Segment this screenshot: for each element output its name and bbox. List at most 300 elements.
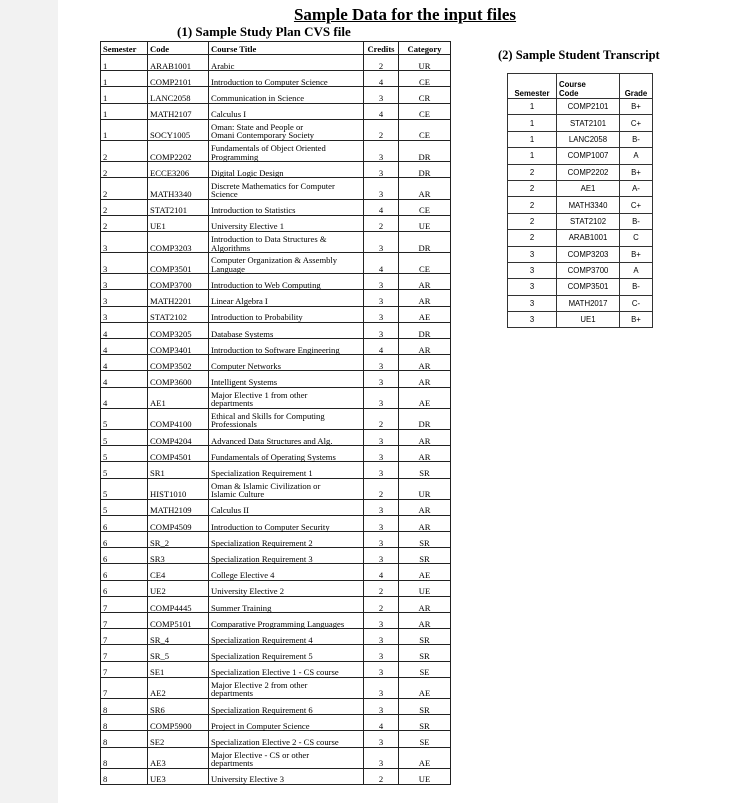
cell-code: COMP4501 [148, 446, 209, 462]
cell-code: COMP3700 [148, 274, 209, 290]
cell-credits: 3 [364, 355, 399, 371]
table-row [101, 462, 451, 478]
cell-semester: 7 [101, 613, 148, 629]
cell-credits: 3 [364, 429, 399, 445]
transcript-cell-grade: A [620, 148, 653, 164]
cell-semester: 7 [101, 645, 148, 661]
table-row [101, 564, 451, 580]
table-row [101, 768, 451, 784]
table-row [101, 215, 451, 231]
transcript-header-semester: Semester [508, 74, 557, 99]
transcript-header-grade: Grade [620, 74, 653, 99]
transcript-cell-grade: B- [620, 131, 653, 147]
cell-code: LANC2058 [148, 87, 209, 103]
cell-category: AR [399, 446, 451, 462]
cell-category: SR [399, 698, 451, 714]
cell-course-title: University Elective 3 [209, 768, 364, 784]
cell-semester: 5 [101, 408, 148, 429]
cell-course-title: Digital Logic Design [209, 162, 364, 178]
cell-credits: 3 [364, 629, 399, 645]
cell-semester: 3 [101, 231, 148, 252]
cell-semester: 8 [101, 731, 148, 747]
page-title: Sample Data for the input files [293, 5, 517, 24]
table-row [101, 747, 451, 768]
cell-semester: 3 [101, 306, 148, 322]
cell-semester: 6 [101, 564, 148, 580]
cell-course-title: Specialization Requirement 5 [209, 645, 364, 661]
cell-credits: 3 [364, 231, 399, 252]
cell-course-title: University Elective 2 [209, 580, 364, 596]
transcript-cell-grade: C- [620, 295, 653, 311]
transcript-row [508, 213, 653, 229]
cell-code: SOCY1005 [148, 119, 209, 140]
cell-category: CE [399, 71, 451, 87]
cell-course-title: Introduction to Computer Science [209, 71, 364, 87]
cell-category: SR [399, 462, 451, 478]
cell-semester: 5 [101, 429, 148, 445]
transcript-cell-semester: 2 [508, 213, 557, 229]
cell-semester: 6 [101, 580, 148, 596]
transcript-cell-semester: 1 [508, 115, 557, 131]
cell-credits: 3 [364, 661, 399, 677]
table-row [101, 55, 451, 71]
table-row [101, 274, 451, 290]
cell-credits: 3 [364, 322, 399, 338]
table-row [101, 446, 451, 462]
table-row [101, 661, 451, 677]
cell-semester: 5 [101, 446, 148, 462]
transcript-cell-semester: 3 [508, 295, 557, 311]
transcript-cell-course-code: COMP3700 [557, 262, 620, 278]
header-category: Category [399, 42, 451, 55]
cell-semester: 7 [101, 677, 148, 698]
cell-credits: 4 [364, 715, 399, 731]
transcript-row [508, 279, 653, 295]
cell-course-title: Specialization Requirement 1 [209, 462, 364, 478]
table-row [101, 499, 451, 515]
header-code: Code [148, 42, 209, 55]
transcript-cell-semester: 3 [508, 312, 557, 328]
header-credits: Credits [364, 42, 399, 55]
transcript-cell-grade: A [620, 262, 653, 278]
cell-credits: 4 [364, 199, 399, 215]
cell-credits: 3 [364, 162, 399, 178]
cell-course-title: Introduction to Computer Security [209, 515, 364, 531]
cell-credits: 3 [364, 87, 399, 103]
cell-category: AR [399, 613, 451, 629]
transcript-cell-course-code: COMP3501 [557, 279, 620, 295]
table-row [101, 140, 451, 161]
cell-course-title: Ethical and Skills for Computing Professionals [209, 408, 364, 429]
cell-category: SR [399, 629, 451, 645]
cell-category: AE [399, 747, 451, 768]
cell-credits: 4 [364, 103, 399, 119]
transcript-row [508, 164, 653, 180]
cell-course-title: Specialization Elective 1 - CS course [209, 661, 364, 677]
cell-code: COMP3401 [148, 339, 209, 355]
cell-credits: 4 [364, 564, 399, 580]
cell-credits: 3 [364, 178, 399, 199]
transcript-cell-grade: C+ [620, 115, 653, 131]
cell-semester: 8 [101, 747, 148, 768]
table-row [101, 178, 451, 199]
cell-code: CE4 [148, 564, 209, 580]
transcript-cell-grade: B+ [620, 246, 653, 262]
cell-credits: 3 [364, 698, 399, 714]
cell-code: SR1 [148, 462, 209, 478]
transcript-cell-semester: 1 [508, 99, 557, 115]
cell-category: CE [399, 199, 451, 215]
cell-code: COMP3203 [148, 231, 209, 252]
transcript-row [508, 312, 653, 328]
cell-semester: 1 [101, 71, 148, 87]
transcript-row [508, 131, 653, 147]
cell-course-title: Discrete Mathematics for Computer Science [209, 178, 364, 199]
cell-category: AE [399, 677, 451, 698]
transcript-row [508, 295, 653, 311]
cell-code: STAT2101 [148, 199, 209, 215]
cell-course-title: Communication in Science [209, 87, 364, 103]
transcript-table [507, 73, 653, 328]
cell-credits: 3 [364, 306, 399, 322]
cell-semester: 3 [101, 274, 148, 290]
cell-course-title: Introduction to Statistics [209, 199, 364, 215]
study-plan-header-row [101, 42, 451, 55]
cell-code: COMP3205 [148, 322, 209, 338]
cell-semester: 6 [101, 515, 148, 531]
transcript-cell-course-code: COMP3203 [557, 246, 620, 262]
table-row [101, 532, 451, 548]
cell-credits: 3 [364, 274, 399, 290]
transcript-row [508, 180, 653, 196]
table-row [101, 199, 451, 215]
cell-credits: 2 [364, 408, 399, 429]
cell-category: DR [399, 162, 451, 178]
cell-category: DR [399, 322, 451, 338]
cell-semester: 1 [101, 103, 148, 119]
cell-code: UE3 [148, 768, 209, 784]
cell-semester: 7 [101, 629, 148, 645]
transcript-cell-grade: B+ [620, 99, 653, 115]
cell-category: UE [399, 768, 451, 784]
table-row [101, 290, 451, 306]
table-row [101, 103, 451, 119]
cell-credits: 3 [364, 140, 399, 161]
cell-category: CE [399, 119, 451, 140]
cell-semester: 5 [101, 499, 148, 515]
transcript-cell-semester: 3 [508, 279, 557, 295]
cell-credits: 4 [364, 339, 399, 355]
cell-semester: 6 [101, 532, 148, 548]
cell-credits: 3 [364, 499, 399, 515]
cell-code: COMP4509 [148, 515, 209, 531]
cell-category: AR [399, 355, 451, 371]
cell-course-title: Introduction to Data Structures & Algorithms [209, 231, 364, 252]
cell-semester: 8 [101, 768, 148, 784]
transcript-cell-course-code: MATH2017 [557, 295, 620, 311]
cell-code: SR3 [148, 548, 209, 564]
cell-course-title: Computer Organization & Assembly Language [209, 253, 364, 274]
cell-code: MATH2109 [148, 499, 209, 515]
cell-code: SE2 [148, 731, 209, 747]
transcript-row [508, 197, 653, 213]
cell-category: DR [399, 231, 451, 252]
cell-course-title: Oman & Islamic Civilization or Islamic Culture [209, 478, 364, 499]
table-row [101, 306, 451, 322]
cell-credits: 2 [364, 768, 399, 784]
cell-semester: 3 [101, 253, 148, 274]
cell-course-title: Major Elective 2 from other departments [209, 677, 364, 698]
cell-course-title: Intelligent Systems [209, 371, 364, 387]
cell-credits: 3 [364, 290, 399, 306]
cell-code: ARAB1001 [148, 55, 209, 71]
cell-course-title: Specialization Elective 2 - CS course [209, 731, 364, 747]
transcript-cell-semester: 2 [508, 164, 557, 180]
cell-category: AR [399, 596, 451, 612]
cell-semester: 2 [101, 199, 148, 215]
cell-category: AE [399, 564, 451, 580]
transcript-cell-course-code: COMP2101 [557, 99, 620, 115]
cell-code: UE2 [148, 580, 209, 596]
transcript-cell-grade: C+ [620, 197, 653, 213]
cell-category: AR [399, 429, 451, 445]
cell-course-title: Introduction to Software Engineering [209, 339, 364, 355]
cell-credits: 3 [364, 462, 399, 478]
cell-course-title: Calculus II [209, 499, 364, 515]
cell-category: SR [399, 548, 451, 564]
cell-code: COMP3600 [148, 371, 209, 387]
cell-credits: 3 [364, 645, 399, 661]
transcript-row [508, 115, 653, 131]
cell-code: COMP4445 [148, 596, 209, 612]
cell-semester: 8 [101, 698, 148, 714]
cell-code: SR_4 [148, 629, 209, 645]
cell-course-title: Major Elective - CS or other departments [209, 747, 364, 768]
cell-code: AE1 [148, 387, 209, 408]
cell-category: SR [399, 532, 451, 548]
transcript-header-row [508, 74, 653, 99]
cell-category: AR [399, 274, 451, 290]
transcript-cell-course-code: AE1 [557, 180, 620, 196]
cell-semester: 8 [101, 715, 148, 731]
cell-code: HIST1010 [148, 478, 209, 499]
cell-course-title: Comparative Programming Languages [209, 613, 364, 629]
transcript-cell-grade: B- [620, 279, 653, 295]
table-row [101, 548, 451, 564]
cell-category: CR [399, 87, 451, 103]
cell-credits: 3 [364, 515, 399, 531]
cell-category: UE [399, 215, 451, 231]
cell-course-title: Calculus I [209, 103, 364, 119]
cell-credits: 3 [364, 613, 399, 629]
table-row [101, 408, 451, 429]
header-semester: Semester [101, 42, 148, 55]
cell-credits: 3 [364, 532, 399, 548]
cell-category: DR [399, 408, 451, 429]
cell-semester: 2 [101, 162, 148, 178]
transcript-cell-semester: 1 [508, 131, 557, 147]
cell-code: STAT2102 [148, 306, 209, 322]
cell-semester: 7 [101, 596, 148, 612]
cell-category: SR [399, 645, 451, 661]
transcript-cell-grade: B+ [620, 164, 653, 180]
cell-semester: 4 [101, 355, 148, 371]
table-row [101, 429, 451, 445]
cell-credits: 2 [364, 478, 399, 499]
transcript-cell-course-code: COMP1007 [557, 148, 620, 164]
cell-semester: 4 [101, 339, 148, 355]
cell-credits: 3 [364, 747, 399, 768]
cell-category: SE [399, 731, 451, 747]
cell-semester: 3 [101, 290, 148, 306]
cell-code: SE1 [148, 661, 209, 677]
transcript-cell-grade: B+ [620, 312, 653, 328]
transcript-cell-grade: B- [620, 213, 653, 229]
cell-code: COMP5900 [148, 715, 209, 731]
cell-code: MATH3340 [148, 178, 209, 199]
transcript-row [508, 99, 653, 115]
cell-credits: 2 [364, 55, 399, 71]
table-row [101, 613, 451, 629]
cell-semester: 4 [101, 322, 148, 338]
cell-course-title: Computer Networks [209, 355, 364, 371]
transcript-cell-course-code: LANC2058 [557, 131, 620, 147]
transcript-cell-semester: 2 [508, 197, 557, 213]
table-row [101, 162, 451, 178]
cell-course-title: Linear Algebra I [209, 290, 364, 306]
cell-course-title: Project in Computer Science [209, 715, 364, 731]
cell-semester: 1 [101, 55, 148, 71]
cell-semester: 1 [101, 87, 148, 103]
table-row [101, 322, 451, 338]
table-row [101, 253, 451, 274]
transcript-cell-semester: 3 [508, 262, 557, 278]
cell-semester: 4 [101, 387, 148, 408]
table-row [101, 355, 451, 371]
cell-code: COMP4204 [148, 429, 209, 445]
cell-code: SR6 [148, 698, 209, 714]
cell-category: AE [399, 306, 451, 322]
cell-category: AR [399, 178, 451, 199]
transcript-cell-grade: C [620, 230, 653, 246]
cell-category: AE [399, 387, 451, 408]
transcript-row [508, 230, 653, 246]
cell-code: COMP3502 [148, 355, 209, 371]
document-page [58, 0, 752, 803]
cell-category: AR [399, 371, 451, 387]
table-row [101, 596, 451, 612]
cell-category: CE [399, 253, 451, 274]
table-row [101, 87, 451, 103]
transcript-cell-semester: 2 [508, 180, 557, 196]
cell-course-title: Major Elective 1 from other departments [209, 387, 364, 408]
cell-semester: 2 [101, 178, 148, 199]
cell-course-title: Fundamentals of Object Oriented Programming [209, 140, 364, 161]
transcript-cell-semester: 2 [508, 230, 557, 246]
cell-code: SR_5 [148, 645, 209, 661]
cell-code: UE1 [148, 215, 209, 231]
cell-course-title: Advanced Data Structures and Alg. [209, 429, 364, 445]
cell-course-title: Arabic [209, 55, 364, 71]
cell-category: UR [399, 55, 451, 71]
cell-credits: 3 [364, 548, 399, 564]
table-row [101, 515, 451, 531]
cell-semester: 5 [101, 478, 148, 499]
table-row [101, 629, 451, 645]
cell-course-title: Fundamentals of Operating Systems [209, 446, 364, 462]
cell-category: UE [399, 580, 451, 596]
cell-credits: 3 [364, 371, 399, 387]
transcript-cell-grade: A- [620, 180, 653, 196]
cell-semester: 1 [101, 119, 148, 140]
table-row [101, 119, 451, 140]
table-row [101, 677, 451, 698]
transcript-row [508, 246, 653, 262]
transcript-row [508, 262, 653, 278]
transcript-cell-course-code: STAT2102 [557, 213, 620, 229]
cell-course-title: Introduction to Probability [209, 306, 364, 322]
cell-course-title: Specialization Requirement 2 [209, 532, 364, 548]
table-row [101, 645, 451, 661]
cell-credits: 2 [364, 596, 399, 612]
cell-credits: 2 [364, 580, 399, 596]
table-row [101, 715, 451, 731]
cell-credits: 3 [364, 446, 399, 462]
header-course-title: Course Title [209, 42, 364, 55]
cell-credits: 4 [364, 253, 399, 274]
cell-semester: 2 [101, 140, 148, 161]
transcript-cell-semester: 1 [508, 148, 557, 164]
cell-course-title: Introduction to Web Computing [209, 274, 364, 290]
transcript-cell-course-code: STAT2101 [557, 115, 620, 131]
table-row [101, 371, 451, 387]
cell-course-title: Specialization Requirement 6 [209, 698, 364, 714]
cell-course-title: Database Systems [209, 322, 364, 338]
cell-credits: 4 [364, 71, 399, 87]
cell-credits: 3 [364, 387, 399, 408]
cell-credits: 2 [364, 119, 399, 140]
cell-category: AR [399, 499, 451, 515]
transcript-row [508, 148, 653, 164]
cell-category: SE [399, 661, 451, 677]
transcript-cell-course-code: ARAB1001 [557, 230, 620, 246]
cell-course-title: Specialization Requirement 3 [209, 548, 364, 564]
cell-semester: 4 [101, 371, 148, 387]
cell-category: AR [399, 339, 451, 355]
table-row [101, 731, 451, 747]
table-row [101, 231, 451, 252]
study-plan-table [100, 41, 451, 785]
cell-category: CE [399, 103, 451, 119]
cell-code: SR_2 [148, 532, 209, 548]
cell-semester: 6 [101, 548, 148, 564]
cell-category: AR [399, 290, 451, 306]
cell-category: SR [399, 715, 451, 731]
transcript-cell-course-code: MATH3340 [557, 197, 620, 213]
cell-category: UR [399, 478, 451, 499]
cell-credits: 3 [364, 731, 399, 747]
transcript-cell-course-code: UE1 [557, 312, 620, 328]
cell-semester: 2 [101, 215, 148, 231]
transcript-cell-course-code: COMP2202 [557, 164, 620, 180]
table-row [101, 580, 451, 596]
plan-heading: (1) Sample Study Plan CVS file [177, 24, 351, 39]
cell-course-title: Summer Training [209, 596, 364, 612]
cell-code: COMP3501 [148, 253, 209, 274]
cell-category: DR [399, 140, 451, 161]
table-row [101, 478, 451, 499]
cell-course-title: College Elective 4 [209, 564, 364, 580]
